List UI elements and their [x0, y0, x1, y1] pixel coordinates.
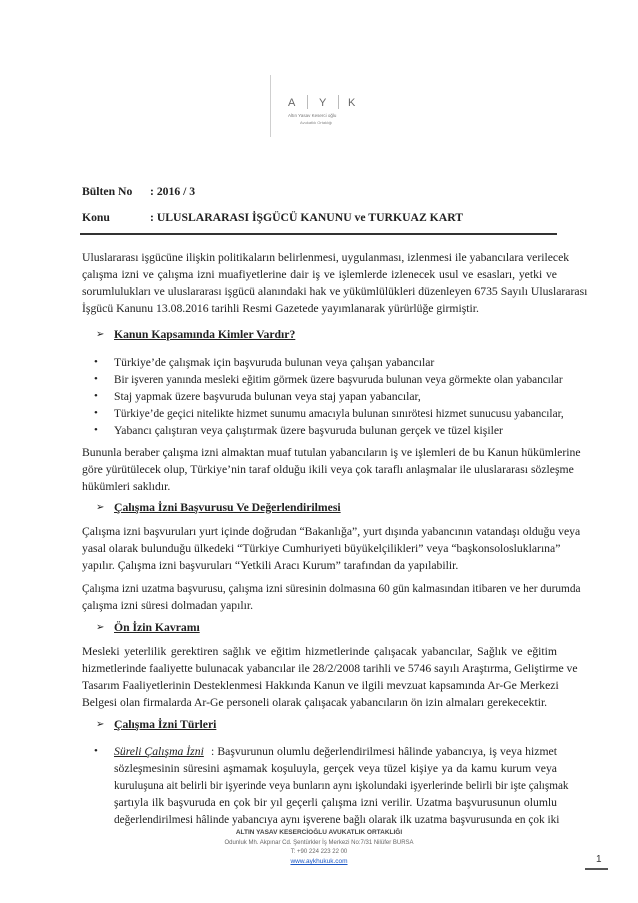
section2-heading: Çalışma İzni Başvurusu Ve Değerlendirilmesi — [114, 501, 341, 514]
logo-divider — [338, 95, 339, 109]
bullet-icon: • — [94, 390, 98, 402]
section1-bullet: Bir işveren yanında mesleki eğitim görmek üzere başvuruda bulunan veya görmekte olan yabancılar — [114, 374, 563, 386]
logo-tagline: Avukatlık Ortaklığı — [300, 120, 333, 125]
intro-line: Uluslararası işgücüne ilişkin politikaların belirlenmesi, uygulanması, izlenmesi ile yabancılara verilecek — [82, 251, 570, 264]
section1-bullet: Yabancı çalıştıran veya çalıştırmak üzere başvuruda bulunan gerçek ve tüzel kişiler — [114, 424, 503, 437]
section1-paragraph-line: göre yürütülecek olup, Türkiye’nin taraf olduğu ikili veya çok taraflı anlaşmalar ile uluslararası sözleşme — [82, 463, 574, 476]
konu-label: Konu — [82, 211, 110, 224]
section4-line: sözleşmesinin süresini aşmamak koşuluyla, gerçek veya tüzel kişiye ya da kamu kurum veya — [114, 762, 557, 775]
konu-value: : ULUSLARARASI İŞGÜCÜ KANUNU ve TURKUAZ KART — [150, 211, 464, 224]
section3-paragraph-line: hizmetlerinde faaliyette bulunacak yabancılar ile 28/2/2008 tarihli ve 5746 sayılı Araştırma, Geliştirme ve — [82, 662, 578, 675]
logo-letter-k: K — [348, 97, 356, 109]
page-number: 1 — [596, 854, 602, 865]
logo-letter-a: A — [288, 97, 296, 109]
arrow-bullet-icon: ➢ — [96, 329, 105, 340]
logo-name: Altın Yasav Keserci oğlu — [288, 113, 337, 118]
footer-address: Odunluk Mh. Akpınar Cd. Şentürkler İş Merkezi No:7/31 Nilüfer BURSA — [224, 840, 414, 846]
section4-line: şartıyla ilk başvuruda en çok bir yıl geçerli çalışma izni verilir. Uzatma başvurusunun olumlu — [114, 796, 557, 809]
logo-divider — [307, 95, 308, 109]
bullet-icon: • — [94, 356, 98, 368]
section2-paragraph-line: Çalışma izni başvuruları yurt içinde doğrudan “Bakanlığa”, yurt dışında yabancının vatandaşı olduğu veya — [82, 525, 581, 538]
footer-website-link[interactable]: www.aykhukuk.com — [290, 858, 348, 865]
section2-paragraph-line: Çalışma izni uzatma başvurusu, çalışma izni süresinin dolmasına 60 gün kalmasından itibaren ve her durumda — [82, 583, 581, 595]
arrow-bullet-icon: ➢ — [96, 502, 105, 513]
footer-firm: ALTIN YASAV KESERCİOĞLU AVUKATLIK ORTAKLIĞI — [235, 829, 403, 836]
section1-heading: Kanun Kapsamında Kimler Vardır? — [114, 328, 296, 341]
section2-paragraph-line: yasal olarak bulunduğu ülkedeki “Türkiye Cumhuriyeti büyükelçilikleri” veya “başkonsolosluklarına” — [82, 542, 561, 555]
section1-paragraph-line: Bununla beraber çalışma izni almaktan muaf tutulan yabancıların iş ve işlemleri de bu Kanun hükümlerine — [82, 446, 581, 459]
bullet-icon: • — [94, 424, 98, 436]
intro-line: çalışma izni ve çalışma izni muafiyetlerine dair iş ve işlemlerde izlenecek usul ve esasları, yetki ve — [82, 268, 557, 281]
bullet-icon: • — [94, 407, 98, 419]
section3-paragraph-line: Mesleki yeterlilik gerektiren sağlık ve eğitim hizmetlerinde çalışacak yabancılar, Sağlık ve eğitim — [82, 645, 557, 658]
intro-line: sorumlulukları ve uluslararası işgücü alanındaki hak ve yükümlülükleri düzenleyen 6735 Sayılı Uluslararası — [82, 285, 588, 298]
section4-line: kuruluşuna ait belirli bir işyerinde veya bunların aynı işkolundaki işyerlerinde belirli bir işte çalışmak — [114, 780, 569, 792]
bulten-label: Bülten No — [82, 185, 133, 198]
bullet-icon: • — [94, 373, 98, 385]
logo-letter-y: Y — [319, 97, 327, 109]
section4-line: değerlendirilmesi hâlinde yabancıya aynı işverene bağlı olarak ilk uzatma başvurusunda en çok iki — [114, 814, 560, 826]
arrow-bullet-icon: ➢ — [96, 719, 105, 730]
intro-line: İşgücü Kanunu 13.08.2016 tarihli Resmi Gazetede yayımlanarak yürürlüğe girmiştir. — [82, 302, 479, 315]
logo — [270, 75, 368, 137]
header-rule — [80, 233, 557, 235]
footer-phone: T: +90 224 223 22 00 — [290, 849, 348, 855]
bulten-value: : 2016 / 3 — [150, 185, 196, 198]
page-number-rule — [585, 868, 608, 870]
section1-bullet: Türkiye’de çalışmak için başvuruda bulunan veya çalışan yabancılar — [114, 356, 435, 369]
section3-paragraph-line: Belgesi olan firmalarda Ar-Ge personeli olarak çalışacak yabancıların ön izin almaları gerekecektir. — [82, 696, 548, 709]
section3-heading: Ön İzin Kavramı — [114, 621, 200, 634]
bullet-icon: • — [94, 745, 98, 757]
section1-bullet: Türkiye’de geçici nitelikte hizmet sunumu amacıyla bulunan sınırötesi hizmet sunucusu yabancılar, — [114, 408, 564, 420]
section4-heading: Çalışma İzni Türleri — [114, 718, 217, 731]
section2-paragraph-line: çalışma izni süresi dolmadan yapılır. — [82, 599, 254, 612]
arrow-bullet-icon: ➢ — [96, 622, 105, 633]
section4-term: Süreli Çalışma İzni — [114, 745, 204, 758]
section2-paragraph-line: yapılır. Çalışma izni başvuruları “Yetkili Aracı Kurum” tarafından da yapılabilir. — [82, 559, 459, 572]
section1-paragraph-line: hükümleri saklıdır. — [82, 480, 171, 493]
section1-bullet: Staj yapmak üzere başvuruda bulunan veya staj yapan yabancılar, — [114, 390, 421, 403]
section3-paragraph-line: Tasarım Faaliyetlerinin Desteklenmesi Hakkında Kanun ve ilgili mevzuat kapsamında Ar-Ge Merkezi — [82, 679, 559, 692]
section4-line: : Başvurunun olumlu değerlendirilmesi hâlinde yabancıya, iş veya hizmet — [211, 745, 557, 758]
